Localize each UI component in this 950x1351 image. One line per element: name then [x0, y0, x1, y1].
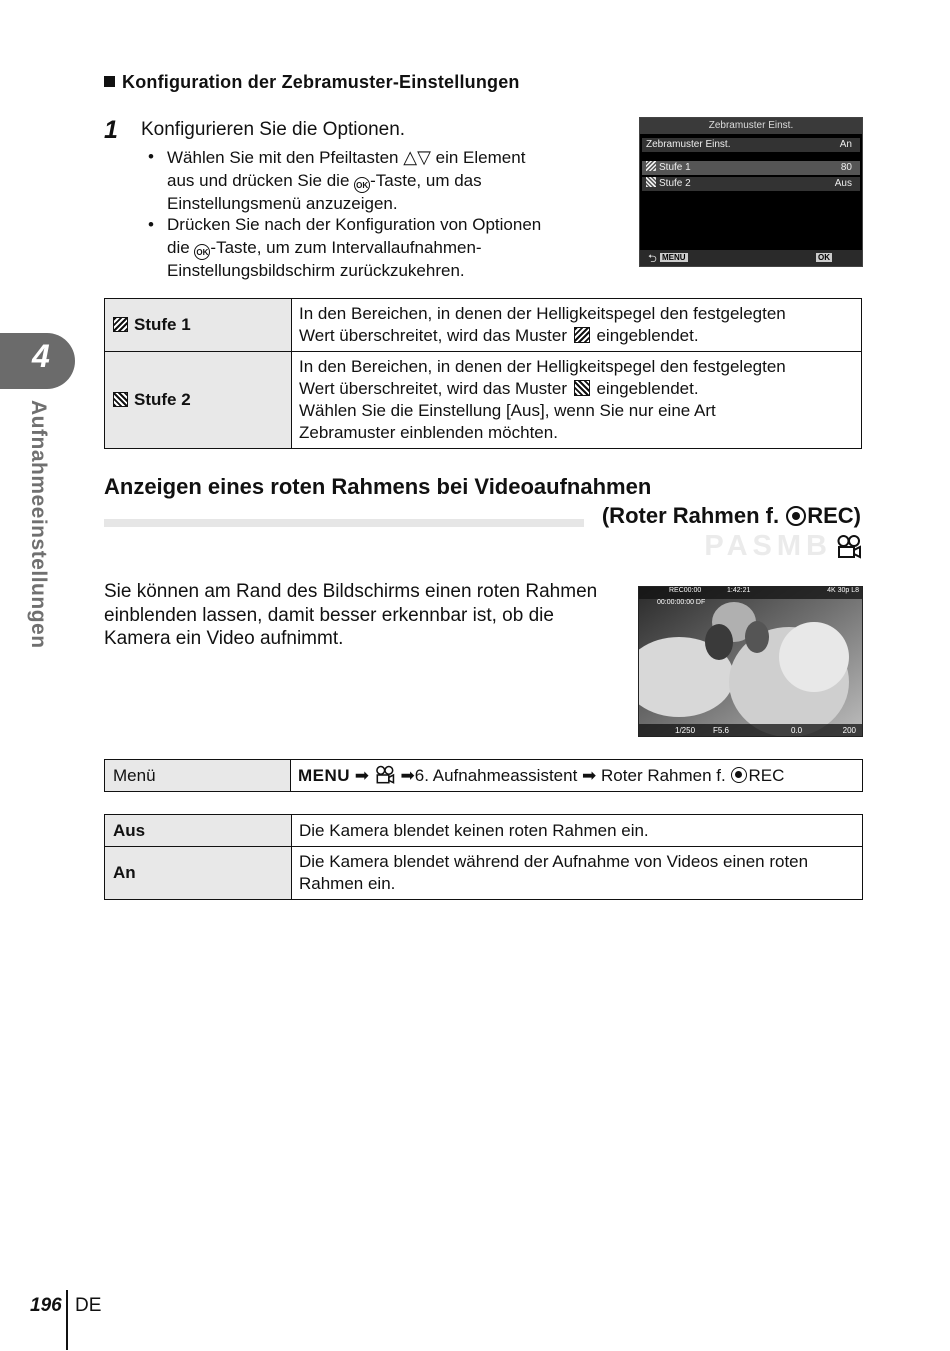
table-key-cell: Aus: [105, 815, 292, 847]
table-text: In den Bereichen, in denen der Helligkeitspegel den festgelegten: [299, 357, 786, 376]
liveview-remaining-time: 1:42:21: [727, 587, 751, 594]
square-bullet-icon: [104, 76, 115, 87]
table-row: [105, 815, 863, 847]
table-key-cell: [105, 299, 292, 352]
arrow-right-icon: ➡: [582, 765, 597, 785]
section-title-red-frame: Anzeigen eines roten Rahmens bei Videoaufnahmen: [104, 474, 652, 499]
bullet1-text-b: ein Element: [430, 148, 526, 167]
liveview-video-mode: 4K 30p L8: [827, 587, 859, 594]
camera-menu-row-label: Zebramuster Einst.: [646, 139, 731, 150]
liveview-shutter: 1/250: [675, 726, 696, 735]
ok-button-icon: OK: [354, 177, 370, 193]
camera-menu-row-stufe2: [642, 177, 860, 191]
camera-menu-row-label: Stufe 2: [659, 178, 691, 189]
body-text: einblenden lassen, damit besser erkennbar ist, ob die: [104, 604, 554, 626]
section-title-zebra: [104, 72, 520, 93]
options-table: [104, 814, 863, 900]
chapter-number: 4: [32, 338, 50, 374]
table-text: Wert überschreitet, wird das Muster: [299, 379, 572, 398]
ok-button-icon: OK: [194, 244, 210, 260]
arrow-right-icon: ➡: [400, 765, 415, 785]
subtitle-text: (Roter Rahmen f.: [601, 503, 786, 528]
bullet1-text-c: aus und drücken Sie die: [167, 170, 355, 190]
zebra-levels-table: [104, 298, 862, 449]
table-row: [105, 352, 862, 449]
table-row: [105, 847, 863, 900]
rec-icon: [786, 506, 806, 526]
menu-path-rec: REC: [748, 765, 785, 785]
table-value-cell: [292, 352, 862, 449]
bullet-dot: •: [148, 147, 154, 166]
camera-menu-row-zebra: [642, 138, 860, 152]
chapter-label: Aufnahmeeinstellungen: [27, 400, 50, 649]
camera-menu-header: Zebramuster Einst.: [640, 118, 862, 134]
table-text: eingeblendet.: [591, 326, 699, 345]
rec-icon: [731, 767, 747, 783]
movie-menu-icon: [374, 765, 396, 785]
table-value-cell: [292, 847, 863, 900]
camera-menu-screenshot: [639, 117, 863, 267]
table-key-cell: [105, 352, 292, 449]
liveview-timecode: 00:00:00:00 DF: [657, 599, 706, 606]
body-text: Sie können am Rand des Bildschirms einen roten Rahmen: [104, 581, 598, 602]
section-subtitle-red-frame: [602, 503, 861, 529]
camera-menu-row-value: 80: [840, 162, 852, 173]
ok-button-icon: OK: [818, 253, 830, 262]
bullet1-text-d: -Taste, um das: [370, 170, 482, 190]
camera-menu-row-value: Aus: [834, 178, 852, 189]
menu-path-cell: [291, 760, 863, 792]
camera-menu-row-value: An: [839, 139, 852, 150]
subtitle-text: REC): [807, 503, 861, 528]
table-text: In den Bereichen, in denen der Helligkeitspegel den festgelegten: [299, 304, 786, 323]
page-language: DE: [75, 1295, 102, 1316]
menu-word: MENU: [298, 765, 351, 785]
bullet-dot: •: [148, 215, 154, 234]
zebra-level1-icon: [574, 327, 590, 343]
menu-path-item: Roter Rahmen f.: [601, 765, 731, 785]
section2-body: [104, 580, 624, 651]
body-text: Kamera ein Video aufnimmt.: [104, 628, 344, 649]
shooting-modes: PASMB: [704, 530, 832, 562]
movie-mode-icon: [836, 534, 862, 560]
table-value-cell: [292, 299, 862, 352]
camera-menu-row-label: Stufe 1: [659, 162, 691, 173]
table-text: Wählen Sie die Einstellung [Aus], wenn Sie nur eine Art: [299, 401, 716, 420]
section-title-text: Konfiguration der Zebramuster-Einstellungen: [122, 72, 520, 92]
table-key-cell: Menü: [105, 760, 291, 792]
liveview-photo: [639, 587, 862, 736]
table-text: Rahmen ein.: [299, 874, 396, 893]
camera-menu-row-stufe1: [642, 161, 860, 175]
table-text: Wert überschreitet, wird das Muster: [299, 326, 572, 345]
footer-divider: [66, 1290, 68, 1350]
menu-path-step: 6. Aufnahmeassistent: [414, 765, 578, 785]
table-key-text: Stufe 1: [134, 315, 191, 334]
table-row: [105, 760, 863, 792]
page-number: 196: [30, 1295, 62, 1316]
menu-path-table: [104, 759, 863, 792]
menu-button-icon: MENU: [662, 253, 686, 262]
liveview-screenshot: [638, 586, 863, 737]
zebra-level2-icon: [646, 177, 656, 187]
bullet-1: [148, 146, 588, 215]
arrow-up-icon: △: [403, 147, 418, 167]
table-text: Zebramuster einblenden möchten.: [299, 423, 558, 442]
table-key-text: Stufe 2: [134, 390, 191, 409]
table-text: eingeblendet.: [591, 379, 699, 398]
section-title-bar: [104, 519, 584, 527]
bullet-2: [148, 214, 588, 282]
bullet2-text-a: Drücken Sie nach der Konfiguration von Optionen: [167, 215, 542, 234]
back-arrow-icon: ⮌: [648, 253, 657, 265]
arrow-down-icon: ▽: [417, 147, 431, 167]
step-text: Konfigurieren Sie die Optionen.: [141, 119, 406, 140]
liveview-aperture: F5.6: [713, 726, 730, 735]
arrow-right-icon: ➡: [354, 765, 370, 785]
table-value-cell: Die Kamera blendet keinen roten Rahmen ein.: [292, 815, 863, 847]
zebra-level1-icon: [113, 317, 128, 332]
liveview-ev: 0.0: [791, 726, 803, 735]
camera-menu-footer: [640, 250, 862, 266]
table-text: Die Kamera blendet während der Aufnahme von Videos einen roten: [299, 852, 809, 871]
liveview-rec-time: REC00:00: [669, 587, 702, 594]
zebra-level2-icon: [574, 380, 590, 396]
liveview-iso: 200: [842, 726, 856, 735]
bullet2-text-b: die: [167, 237, 195, 257]
zebra-level1-icon: [646, 161, 656, 171]
bullet1-text-a: Wählen Sie mit den Pfeiltasten: [167, 148, 404, 167]
step-number: 1: [104, 116, 118, 144]
bullet2-text-d: Einstellungsbildschirm zurückzukehren.: [167, 260, 465, 280]
bullet2-text-c: -Taste, um zum Intervallaufnahmen-: [210, 237, 482, 257]
table-key-cell: An: [105, 847, 292, 900]
zebra-level2-icon: [113, 392, 128, 407]
bullet1-text-e: Einstellungsmenü anzuzeigen.: [167, 193, 398, 213]
table-row: [105, 299, 862, 352]
